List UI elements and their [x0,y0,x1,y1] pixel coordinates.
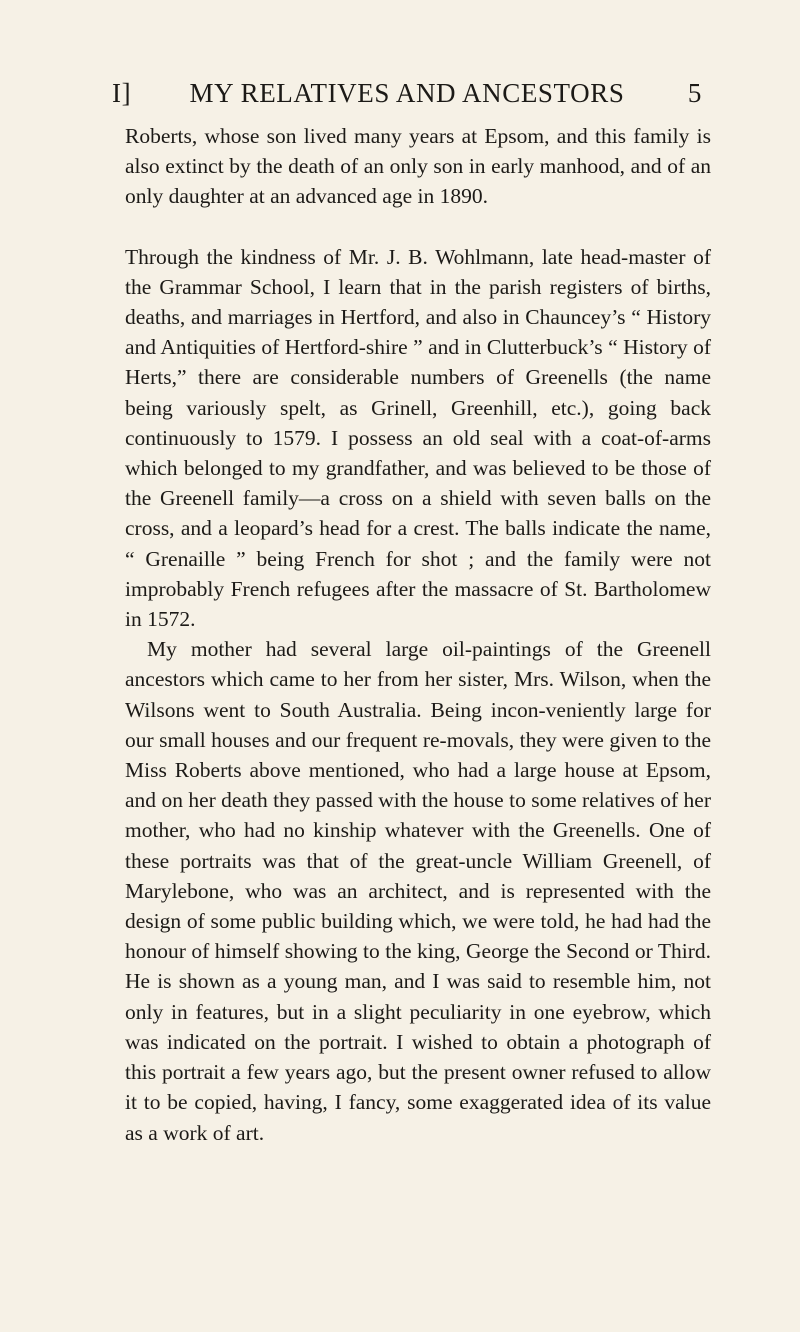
running-header [112,78,702,114]
chapter-number: I] [112,78,132,108]
page-number: 5 [687,78,702,108]
paragraph-greenell-records: Through the kindness of Mr. J. B. Wohlmann, late head-master of the Grammar School, I learn that in the parish registers of births, deaths, and marriages in Hertford, and also in Chauncey’s “ History and Antiquities of Hertford-shire ” and in Clutterbuck’s “ History of Herts,” there are considerable numbers of Greenells (the name being variously spelt, as Grinell, Greenhill, etc.), going back continuously to 1579. I possess an old seal with a coat-of-arms which belonged to my grandfather, and was believed to be those of the Greenell family—a cross on a shield with seven balls on the cross, and a leopard’s head for a crest. The balls indicate the name, “ Grenaille ” being French for shot ; and the family were not improbably French refugees after the massacre of St. Bartholomew in 1572. [125,244,711,632]
paragraph-oil-paintings: My mother had several large oil-paintings of the Greenell ancestors which came to her from her sister, Mrs. Wilson, when the Wilsons went to South Australia. Being incon-veniently large for our small houses and our frequent re-movals, they were given to the Miss Roberts above mentioned, who had a large house at Epsom, and on her death they passed with the house to some relatives of her mother, who had no kinship whatever with the Greenells. One of these portraits was that of the great-uncle William Greenell, of Marylebone, who was an architect, and is represented with the design of some public building which, we were told, he had had the honour of himself showing to the king, George the Second or Third. He is shown as a young man, and I was said to resemble him, not only in features, but in a slight peculiarity in one eyebrow, which was indicated on the portrait. I wished to obtain a photograph of this portrait a few years ago, but the present owner refused to allow it to be copied, having, I fancy, some exaggerated idea of its value as a work of art. [125,637,711,1145]
paragraph-continuation: Roberts, whose son lived many years at Epsom, and this family is also extinct by the death of an only son in early manhood, and of an only daughter at an advanced age in 1890. [125,124,711,209]
running-title: MY RELATIVES AND ANCESTORS [189,78,625,108]
body-text [125,121,711,1148]
